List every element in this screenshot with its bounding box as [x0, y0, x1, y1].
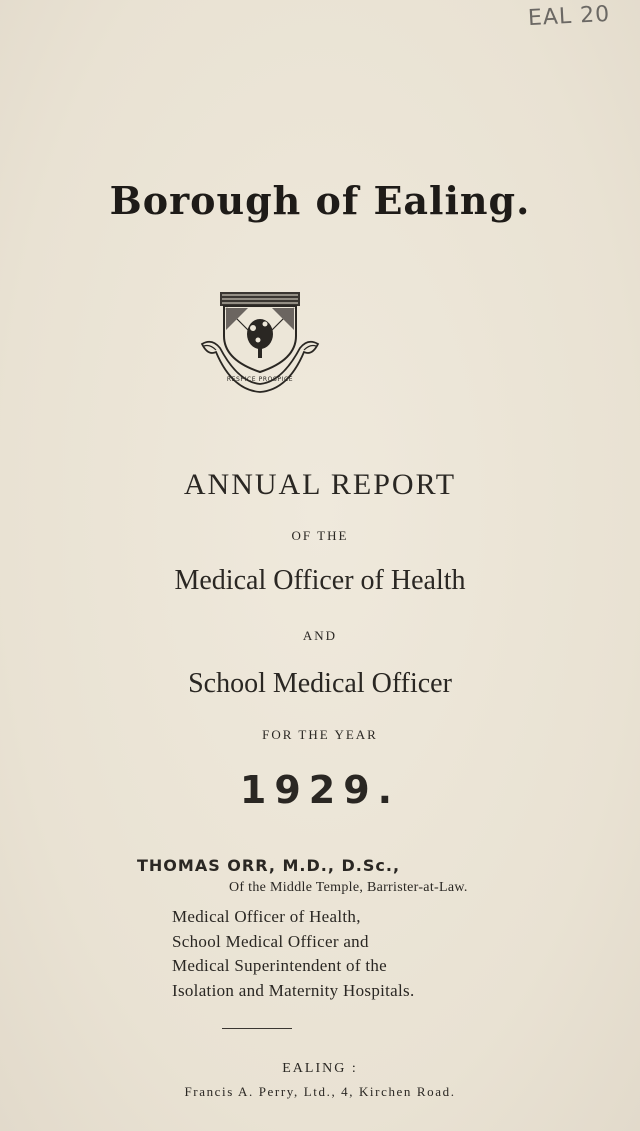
archive-reference-mark: EAL 20 [527, 1, 611, 32]
borough-crest-icon [198, 286, 322, 394]
author-role: School Medical Officer and [172, 931, 369, 951]
author-affiliation: Of the Middle Temple, Barrister-at-Law. [229, 880, 468, 895]
office-school-medical-officer: School Medical Officer [188, 668, 452, 699]
report-year: 1929. [239, 768, 401, 812]
author-roles [172, 905, 415, 1003]
crest-motto: RESPICE PROSPICE [226, 376, 294, 383]
imprint-place: EALING : [282, 1061, 358, 1076]
author-name: THOMAS ORR, M.D., D.Sc., [137, 856, 401, 875]
author-role: Medical Officer of Health, [172, 907, 361, 926]
office-medical-officer-of-health: Medical Officer of Health [174, 565, 466, 596]
report-of-the: OF THE [291, 528, 349, 543]
report-and: AND [302, 628, 338, 643]
author-role: Medical Superintendent of the [172, 956, 387, 975]
report-title: ANNUAL REPORT [183, 468, 457, 501]
borough-title: Borough of Ealing. [109, 178, 531, 223]
divider-rule [222, 1028, 292, 1029]
imprint-publisher: Francis A. Perry, Ltd., 4, Kirchen Road. [184, 1084, 456, 1099]
report-for-the-year: FOR THE YEAR [262, 727, 378, 742]
author-role: Isolation and Maternity Hospitals. [172, 980, 415, 1000]
